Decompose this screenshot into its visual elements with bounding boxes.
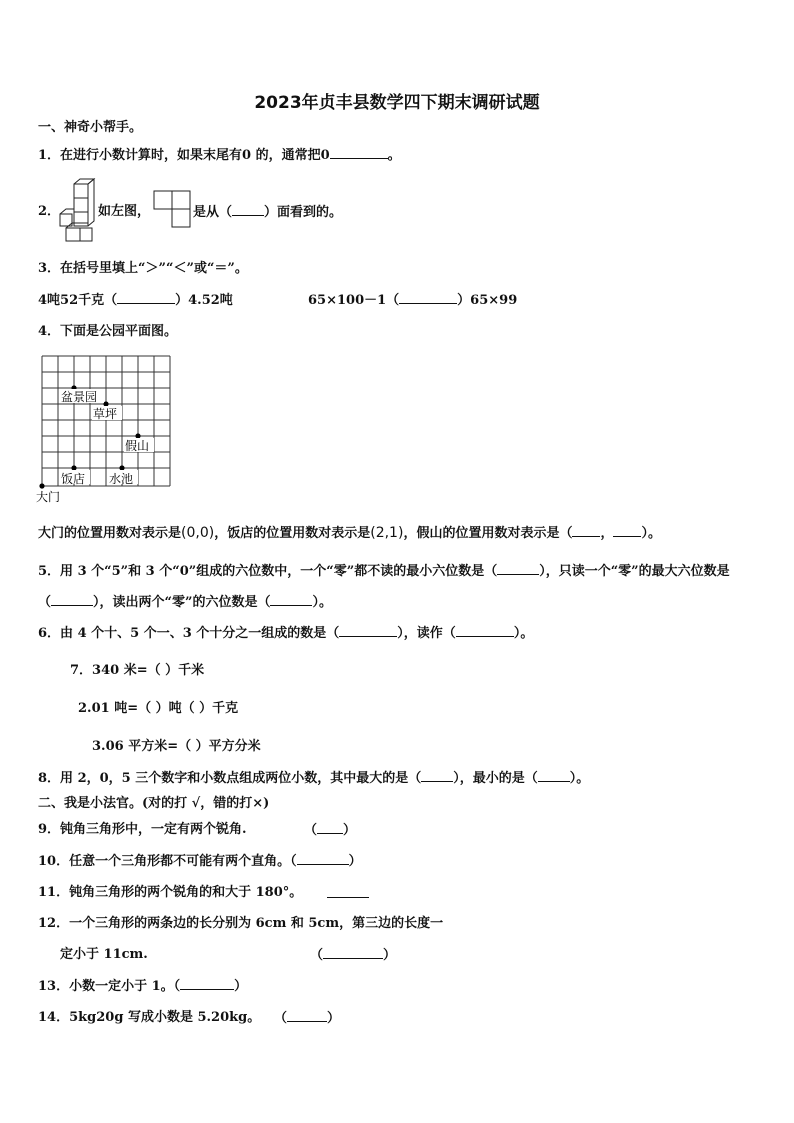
point-damen [39, 483, 44, 488]
answer-blank[interactable] [399, 291, 457, 304]
answer-blank[interactable] [330, 146, 388, 159]
question-12-line-2: 定小于 11cm. [60, 947, 148, 962]
answer-blank[interactable] [317, 821, 343, 834]
question-8: 8．用 2，0，5 三个数字和小数点组成两位小数，其中最大的是（ ），最小的是（ ）。 [38, 771, 590, 786]
point-shuichi [119, 465, 124, 470]
label-fandian: 饭店 [61, 472, 86, 486]
point-fandian [71, 465, 76, 470]
question-6: 6．由 4 个十、5 个一、3 个十分之一组成的数是（ ），读作（ ）。 [38, 626, 534, 641]
label-jiashan: 假山 [125, 439, 150, 453]
answer-blank[interactable] [497, 562, 539, 575]
answer-blank[interactable] [456, 624, 514, 637]
answer-blank[interactable] [180, 977, 234, 990]
answer-blank[interactable] [51, 593, 93, 606]
question-7-line-1: 7．340 米=（ ）千米 [70, 663, 205, 678]
question-4-desc: 大门的位置用数对表示是(0,0)，饭店的位置用数对表示是(2,1)，假山的位置用数对表示是（ ， ）。 [38, 525, 661, 541]
answer-blank[interactable] [613, 524, 641, 537]
label-damen: 大门 [36, 490, 61, 504]
question-12-answer: （ ） [310, 948, 397, 963]
question-10: 10．任意一个三角形都不可能有两个直角。（ ） [38, 854, 362, 869]
question-11: 11．钝角三角形的两个锐角的和大于 180°。 [38, 885, 303, 900]
page-title: 2023年贞丰县数学四下期末调研试题 [254, 93, 540, 113]
answer-blank[interactable] [327, 885, 369, 898]
answer-blank[interactable] [421, 769, 453, 782]
question-1: 1．在进行小数计算时，如果末尾有0 的，通常把0 。 [38, 148, 401, 163]
label-shuichi: 水池 [109, 472, 134, 486]
answer-blank[interactable] [323, 946, 383, 959]
answer-blank[interactable] [270, 593, 312, 606]
answer-blank[interactable] [117, 291, 175, 304]
point-caoping [103, 401, 108, 406]
answer-blank[interactable] [232, 203, 264, 216]
question-14: 14．5kg20g 写成小数是 5.20kg。 [38, 1010, 261, 1025]
view-shape-figure [153, 190, 193, 228]
question-4: 4．下面是公园平面图。 [38, 324, 178, 339]
section-2-heading: 二、我是小法官。(对的打 √，错的打×) [38, 796, 270, 811]
question-7-line-2: 2.01 吨=（ ）吨（ ）千克 [78, 701, 239, 716]
question-2-text-b: 是从（ ）面看到的。 [193, 205, 343, 220]
section-1-heading: 一、神奇小帮手。 [38, 120, 143, 135]
answer-blank[interactable] [538, 769, 570, 782]
answer-blank[interactable] [339, 624, 397, 637]
question-3: 3．在括号里填上“＞”“＜”或“＝”。 [38, 261, 248, 276]
question-5-line-1: 5．用 3 个“5”和 3 个“0”组成的六位数中，一个“零”都不读的最小六位数是（ ），只读一个“零”的最大六位数是 [38, 564, 730, 579]
answer-blank[interactable] [297, 852, 349, 865]
point-jiashan [135, 433, 140, 438]
question-3-left: 4吨52千克（ ）4.52吨 [38, 293, 233, 308]
question-12-line-1: 12．一个三角形的两条边的长分别为 6cm 和 5cm，第三边的长度一 [38, 916, 444, 931]
question-7-line-3: 3.06 平方米=（ ）平方分米 [92, 739, 261, 754]
question-9-answer: （ ） [304, 823, 357, 838]
question-3-right: 65×100－1（ ）65×99 [308, 293, 518, 308]
label-caoping: 草坪 [93, 407, 118, 421]
cube-stack-figure [56, 178, 98, 244]
answer-blank[interactable] [572, 524, 600, 537]
question-text: 在进行小数计算时，如果末尾有0 的，通常把0 [60, 148, 330, 163]
question-number: 1． [38, 148, 61, 163]
question-14-answer: （ ） [274, 1011, 341, 1026]
answer-blank[interactable] [287, 1009, 327, 1022]
question-9: 9．钝角三角形中，一定有两个锐角. [38, 822, 247, 837]
question-5-line-2: （ ），读出两个“零”的六位数是（ ）。 [38, 595, 332, 610]
label-penjing: 盆景园 [61, 390, 98, 404]
park-grid-map [34, 352, 176, 506]
question-2-number: 2． [38, 204, 61, 219]
question-13: 13．小数一定小于 1。（ ） [38, 979, 248, 994]
question-2-text-a: 如左图， [98, 204, 151, 219]
